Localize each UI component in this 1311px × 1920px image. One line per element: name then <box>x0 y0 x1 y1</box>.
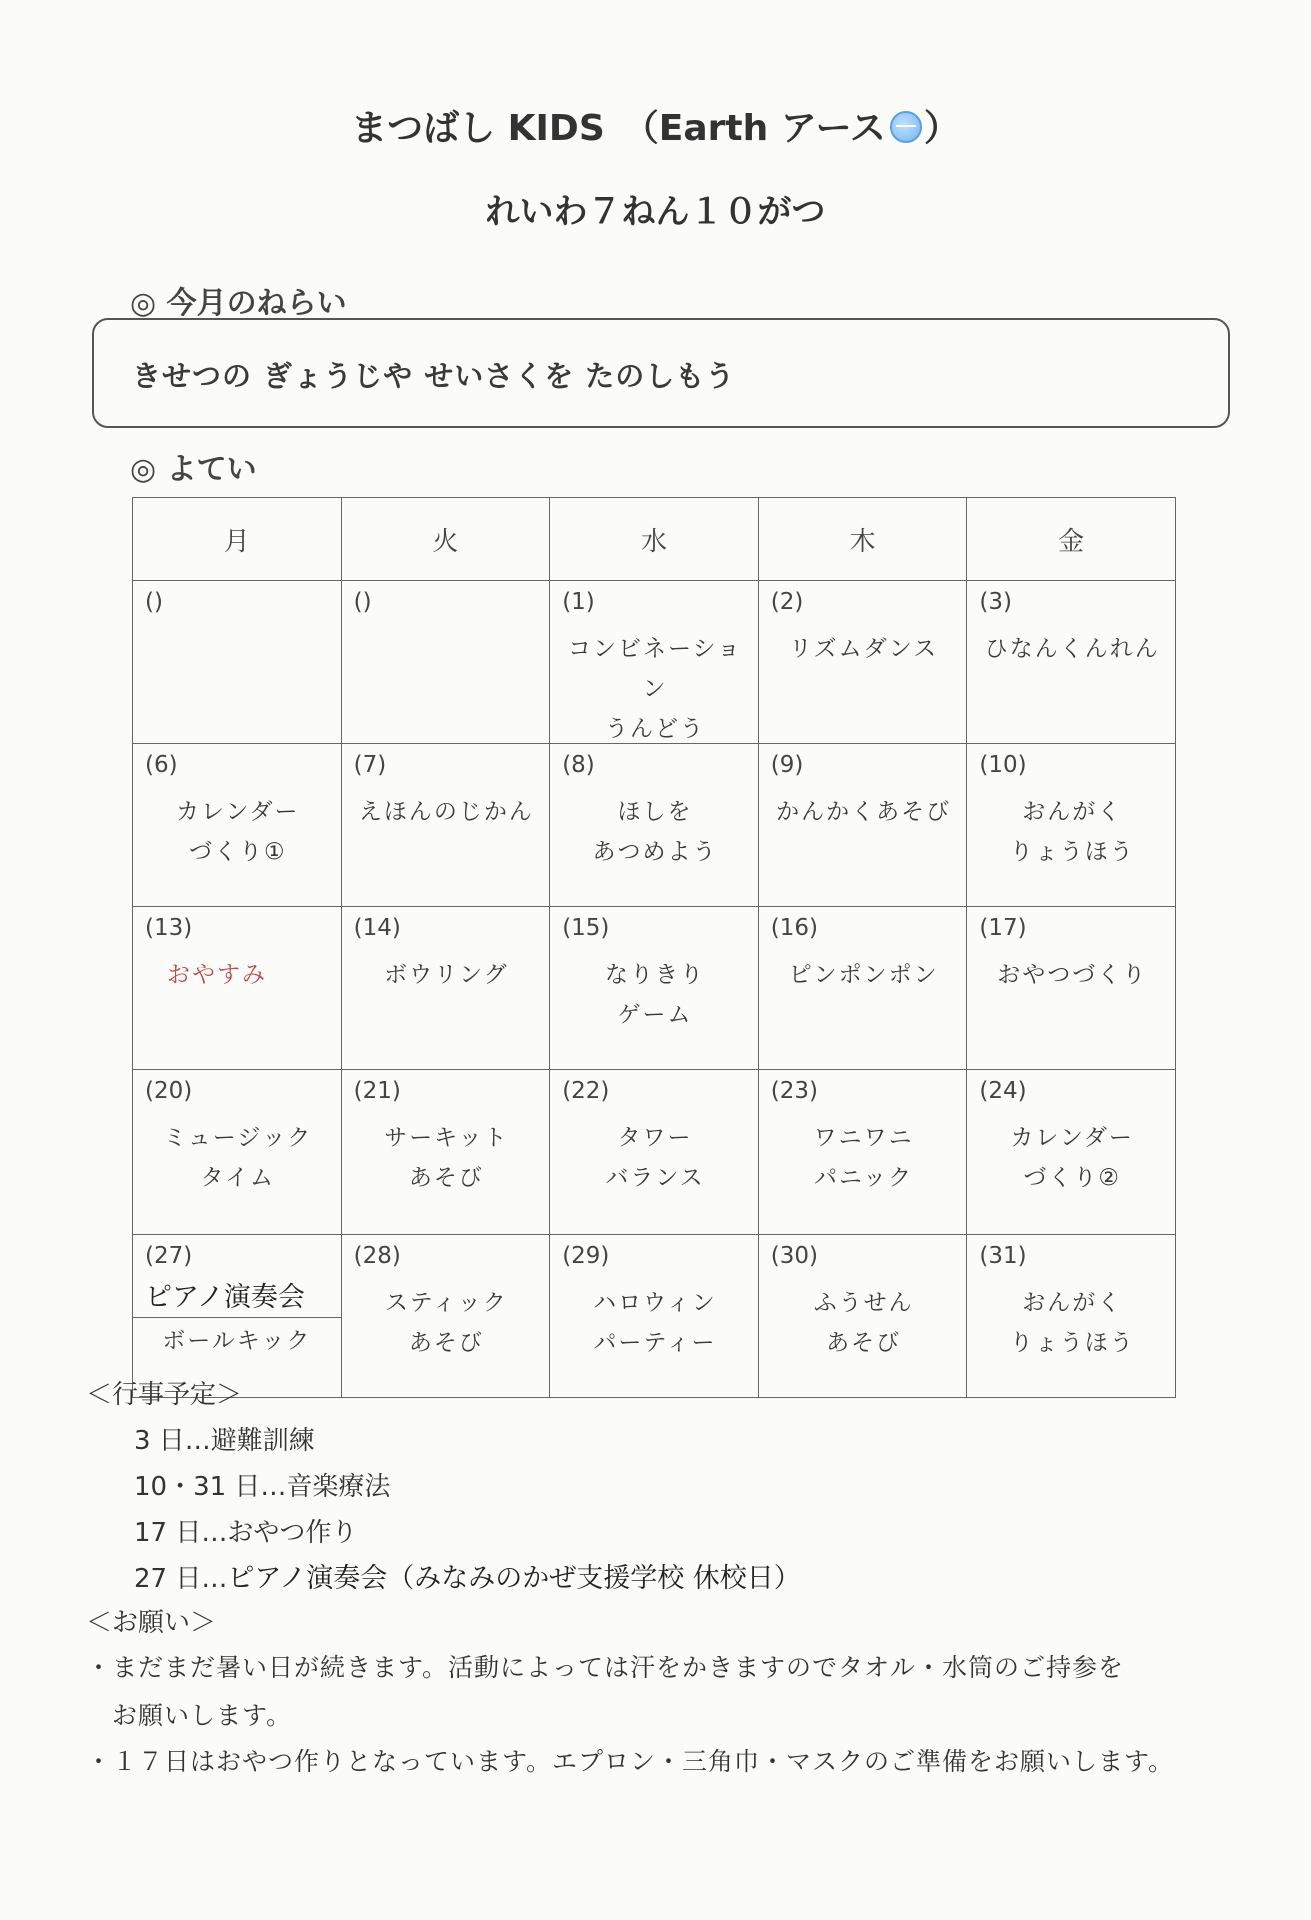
weekday-header-row <box>133 498 1176 581</box>
weekday-tue: 火 <box>341 498 550 581</box>
day-cell <box>341 744 550 907</box>
day-activity: ハロウィン パーティー <box>593 1290 717 1356</box>
day-cell <box>341 1235 550 1398</box>
weekday-mon: 月 <box>133 498 342 581</box>
page-title <box>0 100 1311 151</box>
week-row <box>133 1235 1176 1398</box>
day-number: (30) <box>770 1243 818 1269</box>
day-activity: ピンポンポン <box>788 962 939 988</box>
day-activity: ほしを あつめよう <box>592 799 718 865</box>
day-activity: スティック あそび <box>385 1290 508 1356</box>
holiday-label: おやすみ <box>167 962 267 988</box>
day-cell <box>758 581 967 744</box>
handwritten-event: ピアノ演奏会（みなみのかぜ支援学校 休校日） <box>227 1563 801 1594</box>
event-item: 17 日…おやつ作り <box>134 1518 358 1548</box>
day-number: (21) <box>353 1078 401 1104</box>
day-number: (9) <box>770 752 804 778</box>
globe-icon <box>890 111 922 143</box>
day-cell <box>341 907 550 1070</box>
day-cell <box>133 581 342 744</box>
day-number: (13) <box>145 915 193 941</box>
day-cell <box>967 1070 1176 1235</box>
day-number: (22) <box>562 1078 610 1104</box>
title-text: まつばし KIDS （Earth アース <box>351 108 886 149</box>
day-cell <box>550 907 759 1070</box>
day-activity: ボウリング <box>384 962 509 988</box>
day-activity: カレンダー づくり② <box>1010 1125 1134 1191</box>
day-number: () <box>353 589 372 615</box>
day-cell <box>967 907 1176 1070</box>
week-row <box>133 581 1176 744</box>
day-activity: ひなんくんれん <box>984 636 1160 662</box>
day-number: (20) <box>145 1078 193 1104</box>
day-number: (31) <box>979 1243 1027 1269</box>
day-activity: おやつづくり <box>997 962 1148 988</box>
day-cell <box>133 1070 342 1235</box>
week-row <box>133 1070 1176 1235</box>
day-activity: リズムダンス <box>789 636 939 662</box>
event-item: 10・31 日…音楽療法 <box>134 1472 391 1502</box>
day-activity: おんがく りょうほう <box>1009 1290 1135 1356</box>
note-line: ・まだまだ暑い日が続きます。活動によっては汗をかきますのでタオル・水筒のご持参を <box>86 1653 1125 1682</box>
day-number: (10) <box>979 752 1027 778</box>
day-number: (23) <box>770 1078 818 1104</box>
day-cell <box>967 581 1176 744</box>
day-cell <box>758 744 967 907</box>
weekday-fri: 金 <box>967 498 1176 581</box>
day-number: (8) <box>562 752 595 778</box>
day-activity: なりきり ゲーム <box>604 962 705 1028</box>
event-item <box>134 1556 801 1595</box>
weekday-wed: 水 <box>550 498 759 581</box>
day-activity: かんかくあそび <box>776 799 952 825</box>
aim-box <box>92 318 1230 428</box>
day-cell <box>758 1235 967 1398</box>
schedule-heading: ◎ よてい <box>130 452 257 487</box>
day-number: (27) <box>145 1243 193 1269</box>
day-cell <box>967 744 1176 907</box>
day-cell <box>341 1070 550 1235</box>
day-activity: タワー バランス <box>605 1125 705 1191</box>
day-cell <box>967 1235 1176 1398</box>
day-number: (24) <box>979 1078 1027 1104</box>
day-activity: ボールキック <box>162 1328 312 1354</box>
day-activity: カレンダー づくり① <box>176 799 300 865</box>
day-cell <box>550 581 759 744</box>
day-number: (6) <box>145 752 178 778</box>
day-cell <box>550 1070 759 1235</box>
schedule-table <box>132 497 1176 1398</box>
day-activity: えほんのじかん <box>358 799 534 825</box>
day-number: (28) <box>353 1243 401 1269</box>
page-subtitle: れいわ７ねん１０がつ <box>485 192 826 232</box>
day-number: (16) <box>770 915 818 941</box>
events-heading: ＜行事予定＞ <box>86 1380 243 1410</box>
notes-heading: ＜お願い＞ <box>86 1608 217 1638</box>
day-number: (15) <box>562 915 610 941</box>
day-cell <box>758 907 967 1070</box>
aim-heading: ◎ 今月のねらい <box>130 286 347 321</box>
day-cell <box>550 744 759 907</box>
day-activity: サーキット あそび <box>384 1125 509 1191</box>
day-number: (1) <box>562 589 595 615</box>
day-cell <box>758 1070 967 1235</box>
handwritten-activity: ピアノ演奏会 <box>145 1282 305 1313</box>
day-activity: ふうせん あそび <box>813 1290 914 1356</box>
note-line: お願いします。 <box>86 1701 293 1730</box>
day-number: (2) <box>770 589 804 615</box>
day-activity: おんがく りょうほう <box>1009 799 1135 865</box>
day-cell <box>550 1235 759 1398</box>
day-activity: コンビネーション うんどう <box>567 636 743 742</box>
aim-text: きせつの ぎょうじや せいさくを たのしもう <box>132 359 736 393</box>
day-number: (14) <box>353 915 401 941</box>
day-activity: ワニワニ パニック <box>813 1125 914 1191</box>
day-cell <box>133 907 342 1070</box>
day-number: (7) <box>353 752 387 778</box>
title-close-paren: ） <box>923 108 960 149</box>
week-row <box>133 744 1176 907</box>
note-line: ・１７日はおやつ作りとなっています。エプロン・三角巾・マスクのご準備をお願いします。 <box>86 1747 1175 1776</box>
event-item: 3 日…避難訓練 <box>134 1426 315 1456</box>
day-number: (17) <box>979 915 1027 941</box>
weekday-thu: 木 <box>758 498 967 581</box>
event-date: 27 日… <box>134 1564 228 1594</box>
day-number: () <box>145 589 163 615</box>
week-row <box>133 907 1176 1070</box>
day-number: (3) <box>979 589 1012 615</box>
day-number: (29) <box>562 1243 610 1269</box>
day-cell <box>341 581 550 744</box>
day-cell <box>133 744 342 907</box>
day-activity: ミュージック タイム <box>163 1125 313 1191</box>
split-cell-top <box>133 1235 341 1318</box>
